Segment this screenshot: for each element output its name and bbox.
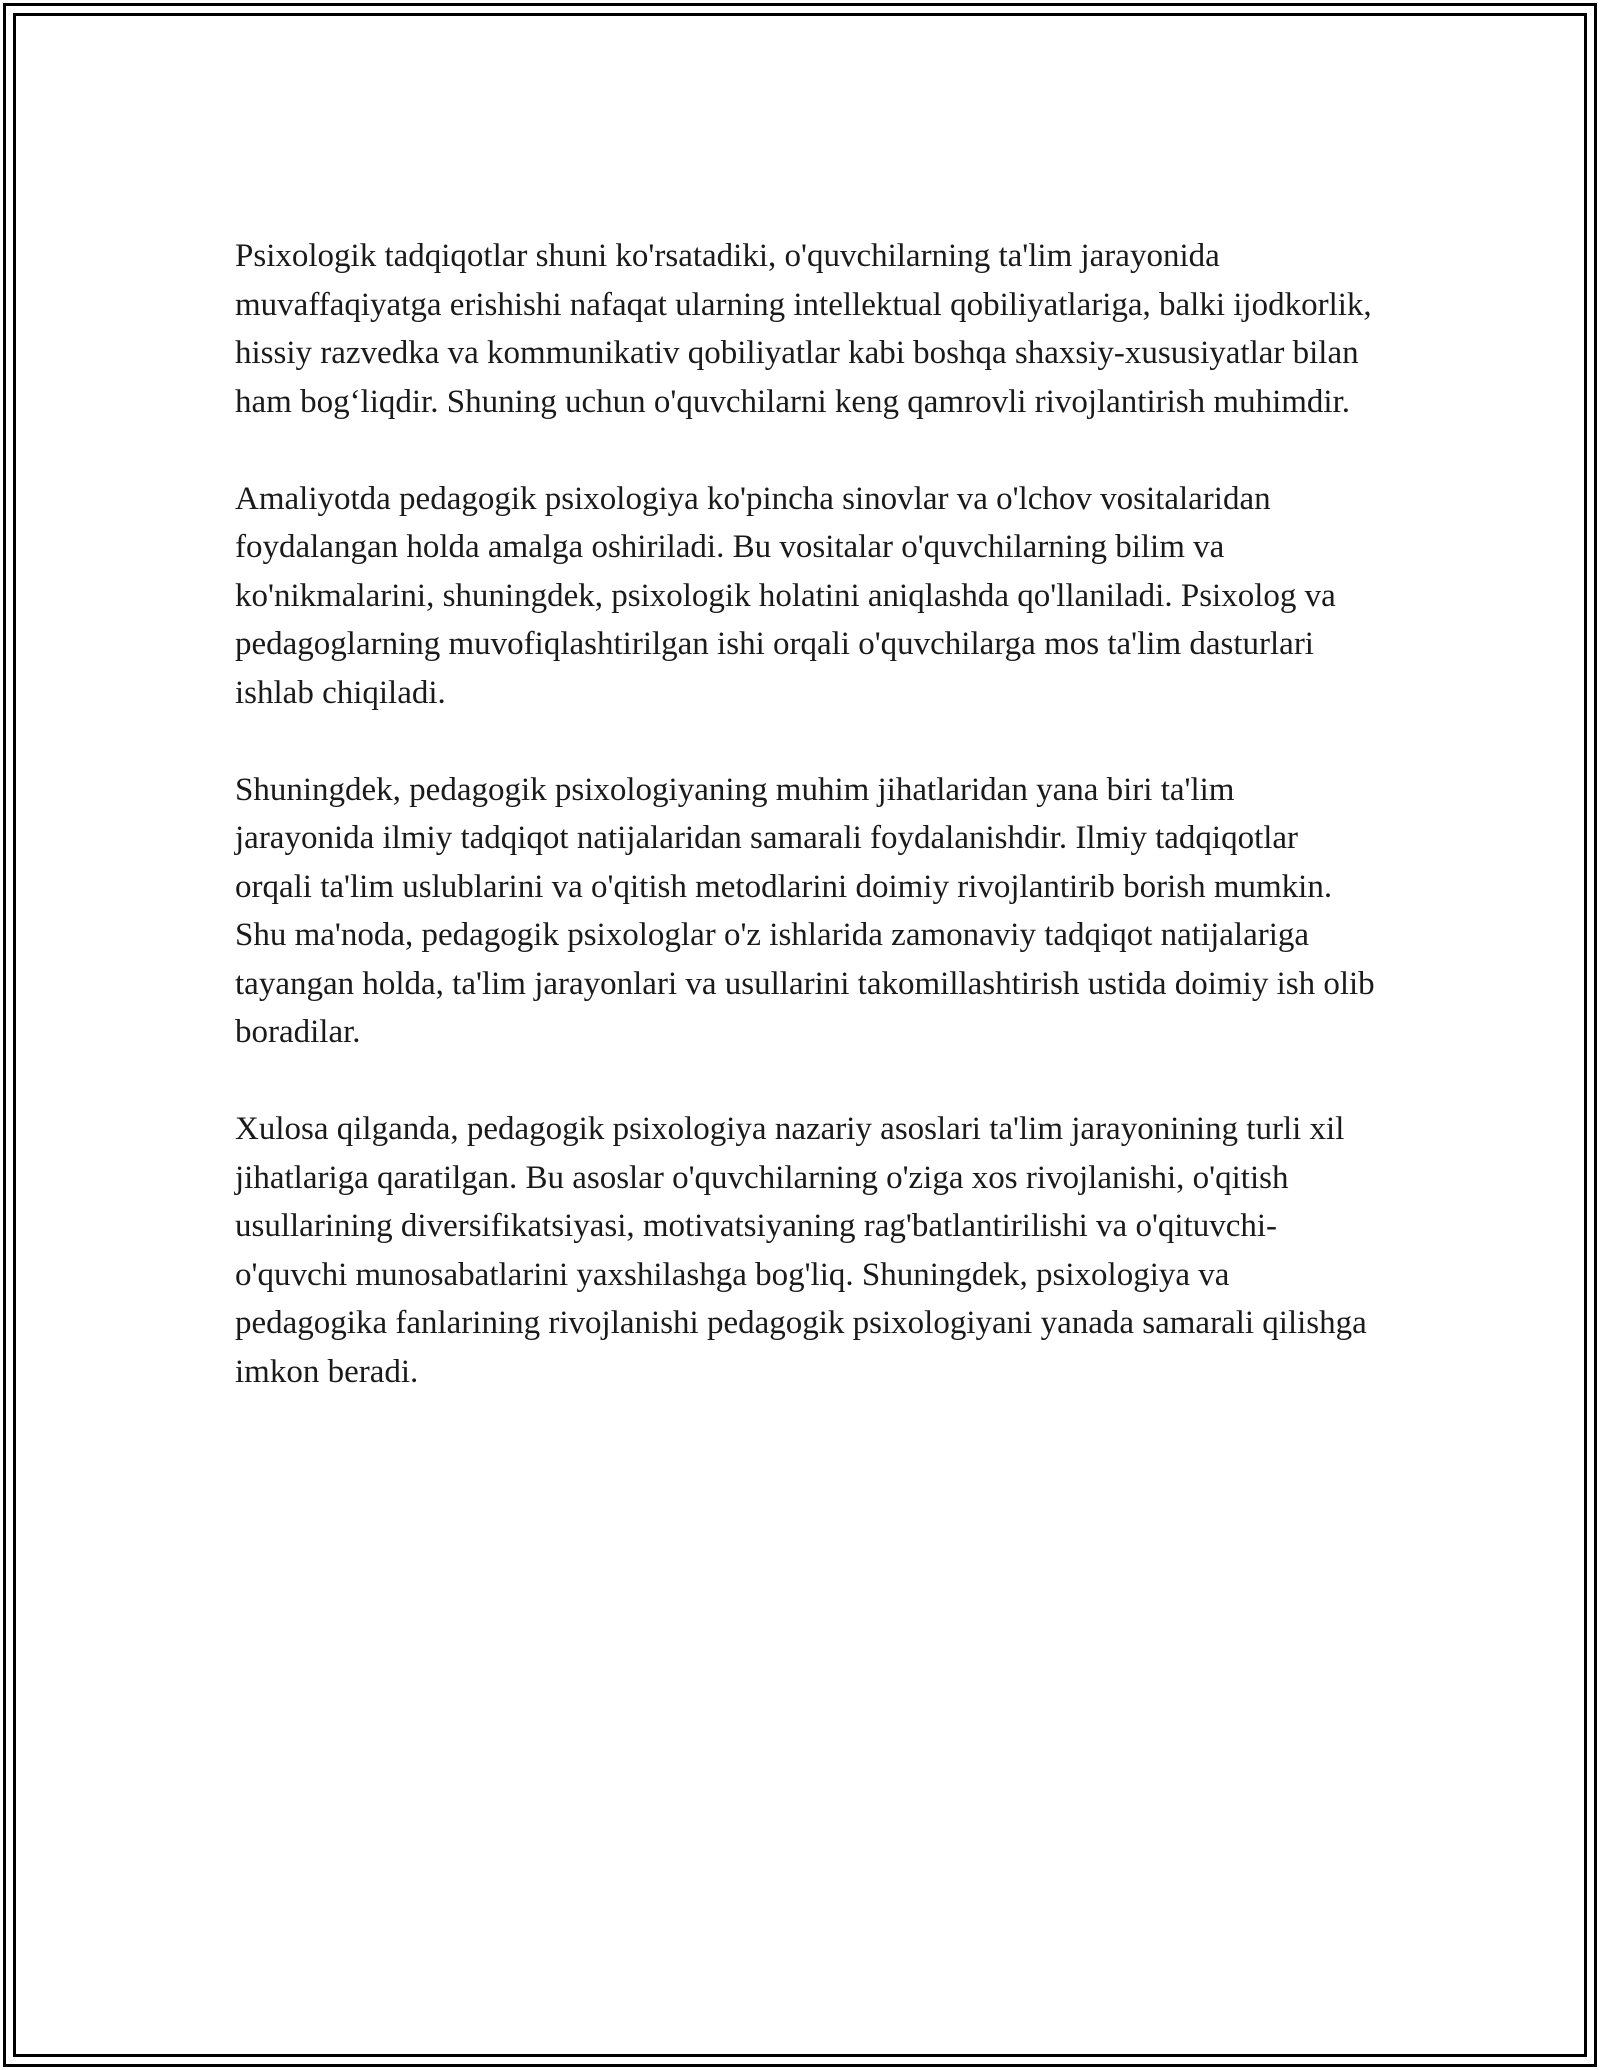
paragraph-2: Amaliyotda pedagogik psixologiya ko'pincha sinovlar va o'lchov vositalaridan foydalangan holda amalga oshiriladi. Bu vositalar o'quvchilarning bilim va ko'nikmalarini, shuningdek, psixologik holatini aniqlashda qo'llaniladi. Psixolog va pedagoglarning muvofiqlashtirilgan ishi orqali o'quvchilarga mos ta'lim dasturlari ishlab chiqiladi. [235, 480, 1336, 711]
paragraph-4: Xulosa qilganda, pedagogik psixologiya nazariy asoslari ta'lim jarayonining turli xil jihatlariga qaratilgan. Bu asoslar o'quvchilarning o'ziga xos rivojlanishi, o'qitish usullarining diversifikatsiyasi, motivatsiyaning rag'batlantirilishi va o'qituvchi-o'quvchi munosabatlarini yaxshilashga bog'liq. Shuningdek, psixologiya va pedagogika fanlarining rivojlanishi pedagogik psixologiyani yanada samarali qilishga imkon beradi. [235, 1111, 1367, 1390]
paragraph-3: Shuningdek, pedagogik psixologiyaning muhim jihatlaridan yana biri ta'lim jarayonida ilmiy tadqiqot natijalaridan samarali foydalanishdir. Ilmiy tadqiqotlar orqali ta'lim uslublarini va o'qitish metodlarini doimiy rivojlantirib borish mumkin. Shu ma'noda, pedagogik psixologlar o'z ishlarida zamonaviy tadqiqot natijalariga tayangan holda, ta'lim jarayonlari va usullarini takomillashtirish ustida doimiy ish olib boradilar. [235, 771, 1375, 1050]
paragraph-1: Psixologik tadqiqotlar shuni ko'rsatadiki, o'quvchilarning ta'lim jarayonida muvaffaqiyatga erishishi nafaqat ularning intellektual qobiliyatlariga, balki ijodkorlik, hissiy razvedka va kommunikativ qobiliyatlar kabi boshqa shaxsiy-xususiyatlar bilan ham bog‘liqdir. Shuning uchun o'quvchilarni keng qamrovli rivojlantirish muhimdir. [235, 238, 1372, 420]
document-body [235, 232, 1375, 1445]
